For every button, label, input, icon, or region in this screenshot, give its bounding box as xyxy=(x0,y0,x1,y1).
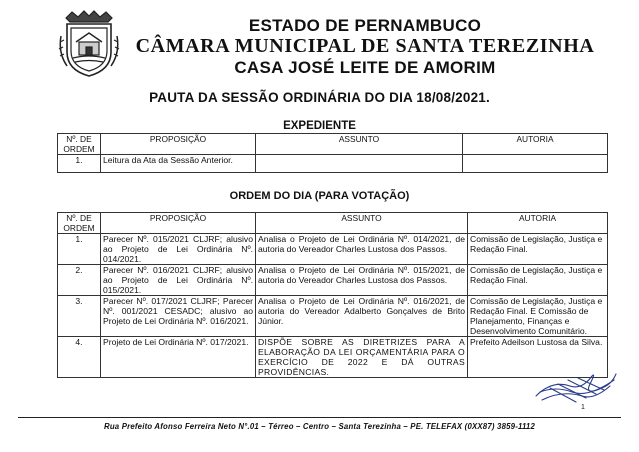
table-row xyxy=(58,265,608,296)
order-number: 1. xyxy=(58,155,101,173)
column-header-assunto: ASSUNTO xyxy=(256,134,463,155)
table-header-row xyxy=(58,134,608,155)
expediente-table xyxy=(57,133,608,173)
assunto-cell: DISPÕE SOBRE AS DIRETRIZES PARA A ELABORAÇÃO DA LEI ORÇAMENTÁRIA PARA O EXERCÍCIO DE 2022 E DÁ OUTRAS PROVIDÊNCIAS. xyxy=(256,337,468,378)
autoria-cell: Prefeito Adeilson Lustosa da Silva. xyxy=(468,337,608,378)
table-header-row xyxy=(58,213,608,234)
assunto-cell: Analisa o Projeto de Lei Ordinária Nº. 015/2021, de autoria do Vereador Charles Lustosa dos Passos. xyxy=(256,265,468,296)
proposicao-cell: Leitura da Ata da Sessão Anterior. xyxy=(101,155,256,173)
column-header-assunto: ASSUNTO xyxy=(256,213,468,234)
chamber-name: CÂMARA MUNICIPAL DE SANTA TEREZINHA xyxy=(135,35,595,57)
table-row xyxy=(58,337,608,378)
column-header-ordem: Nº. DE ORDEM xyxy=(58,134,101,155)
order-number: 1. xyxy=(58,234,101,265)
autoria-cell xyxy=(463,155,608,173)
autoria-cell: Comissão de Legislação, Justiça e Redação Final. xyxy=(468,265,608,296)
footer-divider xyxy=(18,417,621,418)
proposicao-cell: Projeto de Lei Ordinária Nº. 017/2021. xyxy=(101,337,256,378)
order-number: 3. xyxy=(58,296,101,337)
column-header-autoria: AUTORIA xyxy=(463,134,608,155)
order-number: 4. xyxy=(58,337,101,378)
handwritten-signature xyxy=(532,366,618,406)
column-header-proposicao: PROPOSIÇÃO xyxy=(101,213,256,234)
ordem-do-dia-title: ORDEM DO DIA (PARA VOTAÇÃO) xyxy=(229,190,410,202)
proposicao-cell: Parecer Nº. 016/2021 CLJRF; alusivo ao Projeto de Lei Ordinária Nº. 015/2021. xyxy=(101,265,256,296)
ordem-do-dia-table xyxy=(57,212,608,378)
page-title: PAUTA DA SESSÃO ORDINÁRIA DO DIA 18/08/2021. xyxy=(149,90,490,105)
assunto-cell: Analisa o Projeto de Lei Ordinária Nº. 016/2021, de autoria do Vereador Adalberto Gonçalves de Brito Júnior. xyxy=(256,296,468,337)
column-header-ordem: Nº. DE ORDEM xyxy=(58,213,101,234)
column-header-proposicao: PROPOSIÇÃO xyxy=(101,134,256,155)
autoria-cell: Comissão de Legislação, Justiça e Redação Final. E Comissão de Planejamento, Finanças e Desenvolvimento Comunitário. xyxy=(468,296,608,337)
assunto-cell xyxy=(256,155,463,173)
table-row xyxy=(58,234,608,265)
page-number: 1 xyxy=(581,404,585,411)
order-number: 2. xyxy=(58,265,101,296)
proposicao-cell: Parecer Nº. 015/2021 CLJRF; alusivo ao Projeto de Lei Ordinária Nº. 014/2021. xyxy=(101,234,256,265)
column-header-autoria: AUTORIA xyxy=(468,213,608,234)
house-name: CASA JOSÉ LEITE DE AMORIM xyxy=(234,58,496,77)
table-row xyxy=(58,155,608,173)
municipal-coat-of-arms-icon xyxy=(58,8,120,80)
proposicao-cell: Parecer Nº. 017/2021 CLJRF; Parecer Nº. 001/2021 CESADC; alusivo ao Projeto de Lei Ordinária Nº. 016/2021. xyxy=(101,296,256,337)
state-name: ESTADO DE PERNAMBUCO xyxy=(248,16,482,35)
assunto-cell: Analisa o Projeto de Lei Ordinária Nº. 014/2021, de autoria do Vereador Charles Lustosa dos Passos. xyxy=(256,234,468,265)
footer-address: Rua Prefeito Afonso Ferreira Neto N°.01 – Térreo – Centro – Santa Terezinha – PE. TELEFAX (0XX87) 3859-1112 xyxy=(104,422,535,431)
table-row xyxy=(58,296,608,337)
expediente-title: EXPEDIENTE xyxy=(283,120,356,132)
autoria-cell: Comissão de Legislação, Justiça e Redação Final. xyxy=(468,234,608,265)
